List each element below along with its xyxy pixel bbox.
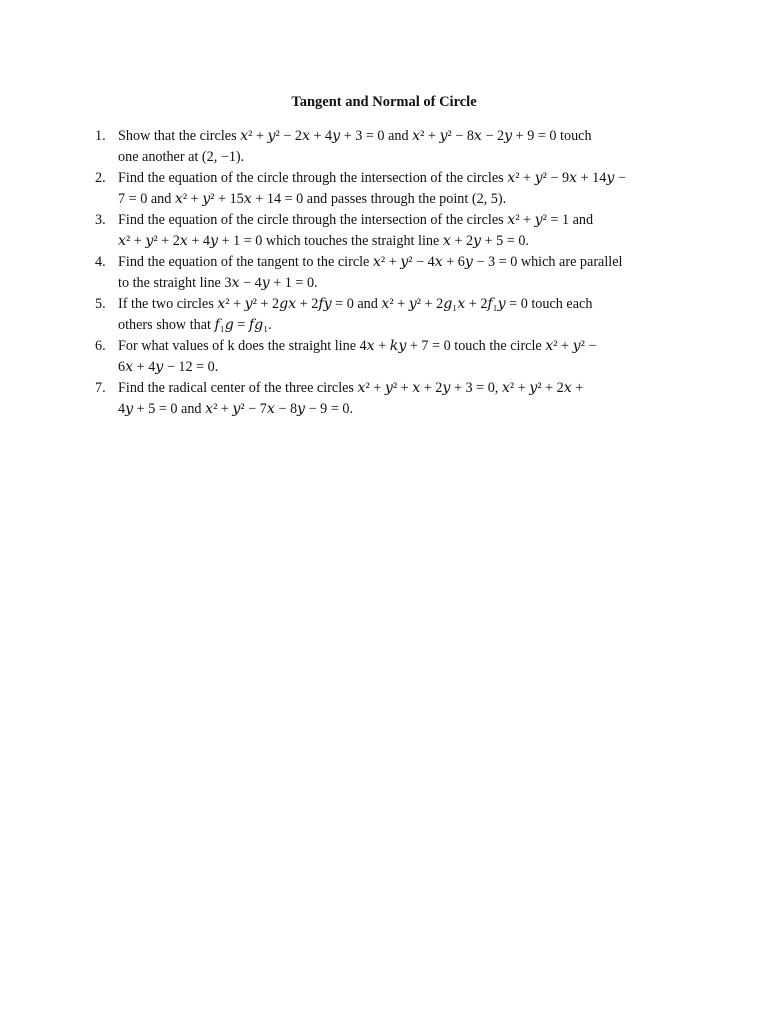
question-text-line: others show that 𝑓₁𝑔 = 𝑓𝑔₁.: [118, 317, 272, 333]
question-text-line: Find the radical center of the three circles 𝑥² + 𝑦² + 𝑥 + 2𝑦 + 3 = 0, 𝑥² + 𝑦² + 2𝑥 +: [118, 380, 584, 396]
question-number: 4.: [95, 254, 106, 270]
question-text-line: Find the equation of the circle through the intersection of the circles 𝑥² + 𝑦² = 1 and: [118, 212, 594, 228]
question-text-line: Find the equation of the circle through the intersection of the circles 𝑥² + 𝑦² − 9𝑥 + 14𝑦 −: [118, 170, 626, 186]
question-text-line: to the straight line 3𝑥 − 4𝑦 + 1 = 0.: [118, 275, 318, 291]
question-item: [95, 210, 685, 252]
question-list: [95, 126, 685, 420]
question-number: 7.: [95, 380, 106, 396]
question-item: [95, 294, 685, 336]
question-item: [95, 252, 685, 294]
question-text-line: 𝑥² + 𝑦² + 2𝑥 + 4𝑦 + 1 = 0 which touches the straight line 𝑥 + 2𝑦 + 5 = 0.: [118, 233, 529, 249]
page-title: Tangent and Normal of Circle: [291, 94, 477, 110]
question-text-line: one another at (2, −1).: [118, 149, 245, 165]
question-item: [95, 168, 685, 210]
question-text-line: 7 = 0 and 𝑥² + 𝑦² + 15𝑥 + 14 = 0 and passes through the point (2, 5).: [118, 191, 507, 207]
question-item: [95, 126, 685, 168]
question-text-line: If the two circles 𝑥² + 𝑦² + 2𝑔𝑥 + 2𝑓𝑦 = 0 and 𝑥² + 𝑦² + 2𝑔₁𝑥 + 2𝑓₁𝑦 = 0 touch each: [118, 296, 593, 312]
question-number: 2.: [95, 170, 106, 186]
question-item: [95, 336, 685, 378]
question-number: 3.: [95, 212, 106, 228]
question-text-line: Find the equation of the tangent to the circle 𝑥² + 𝑦² − 4𝑥 + 6𝑦 − 3 = 0 which are parallel: [118, 254, 623, 270]
question-item: [95, 378, 685, 420]
question-text-line: 6𝑥 + 4𝑦 − 12 = 0.: [118, 359, 219, 375]
question-text-line: For what values of k does the straight line 4𝑥 + 𝑘𝑦 + 7 = 0 touch the circle 𝑥² + 𝑦² −: [118, 338, 597, 354]
question-number: 5.: [95, 296, 106, 312]
question-number: 6.: [95, 338, 106, 354]
question-text-line: 4𝑦 + 5 = 0 and 𝑥² + 𝑦² − 7𝑥 − 8𝑦 − 9 = 0.: [118, 401, 354, 417]
question-number: 1.: [95, 128, 106, 144]
question-text-line: Show that the circles 𝑥² + 𝑦² − 2𝑥 + 4𝑦 + 3 = 0 and 𝑥² + 𝑦² − 8𝑥 − 2𝑦 + 9 = 0 touch: [118, 128, 592, 144]
